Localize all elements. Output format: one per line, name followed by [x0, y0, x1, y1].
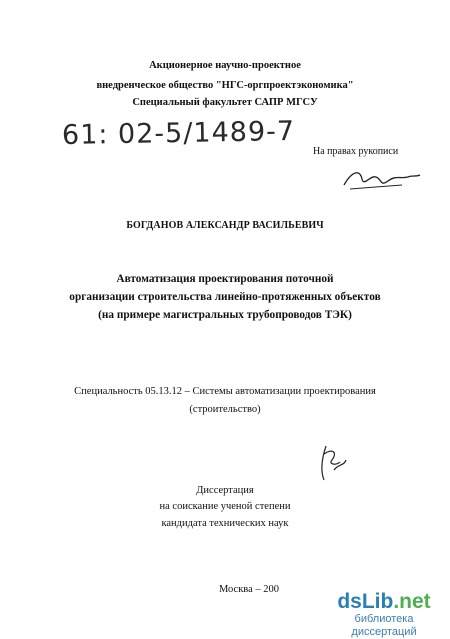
thesis-title-line-3: (на примере магистральных трубопроводов ТЭК): [98, 309, 352, 321]
watermark-brand-main: dsLib: [337, 590, 394, 613]
author-signature: [342, 165, 422, 193]
faculty-line: Специальный факультет САПР МГСУ: [132, 97, 318, 108]
specialty-field: (строительство): [189, 404, 261, 415]
place-and-year: Москва – 200: [218, 584, 280, 595]
rights-note: На правах рукописи: [313, 146, 399, 157]
author-name: БОГДАНОВ АЛЕКСАНДР ВАСИЛЬЕВИЧ: [126, 220, 324, 231]
handwritten-archive-code: 61: 02-5/1489-7: [61, 115, 296, 151]
supervisor-signature: [316, 444, 350, 484]
dslib-watermark: [324, 591, 444, 639]
thesis-title-line-2: организации строительства линейно-протяженных объектов: [69, 291, 381, 303]
specialty-line: Специальность 05.13.12 – Системы автоматизации проектирования: [74, 386, 376, 397]
watermark-brand-suffix: .net: [393, 590, 431, 613]
watermark-subtitle: библиотека диссертаций: [351, 613, 417, 638]
organization-line-1: Акционерное научно-проектное: [149, 60, 301, 71]
degree-line-3: кандидата технических наук: [161, 518, 289, 529]
degree-line-2: на соискание ученой степени: [159, 501, 291, 512]
watermark-brand: [324, 591, 444, 613]
degree-label: Диссертация: [196, 485, 254, 496]
thesis-title-line-1: Автоматизация проектирования поточной: [116, 273, 334, 285]
organization-line-2: внедренческое общество "НГС-оргпроектэкономика": [96, 80, 354, 91]
